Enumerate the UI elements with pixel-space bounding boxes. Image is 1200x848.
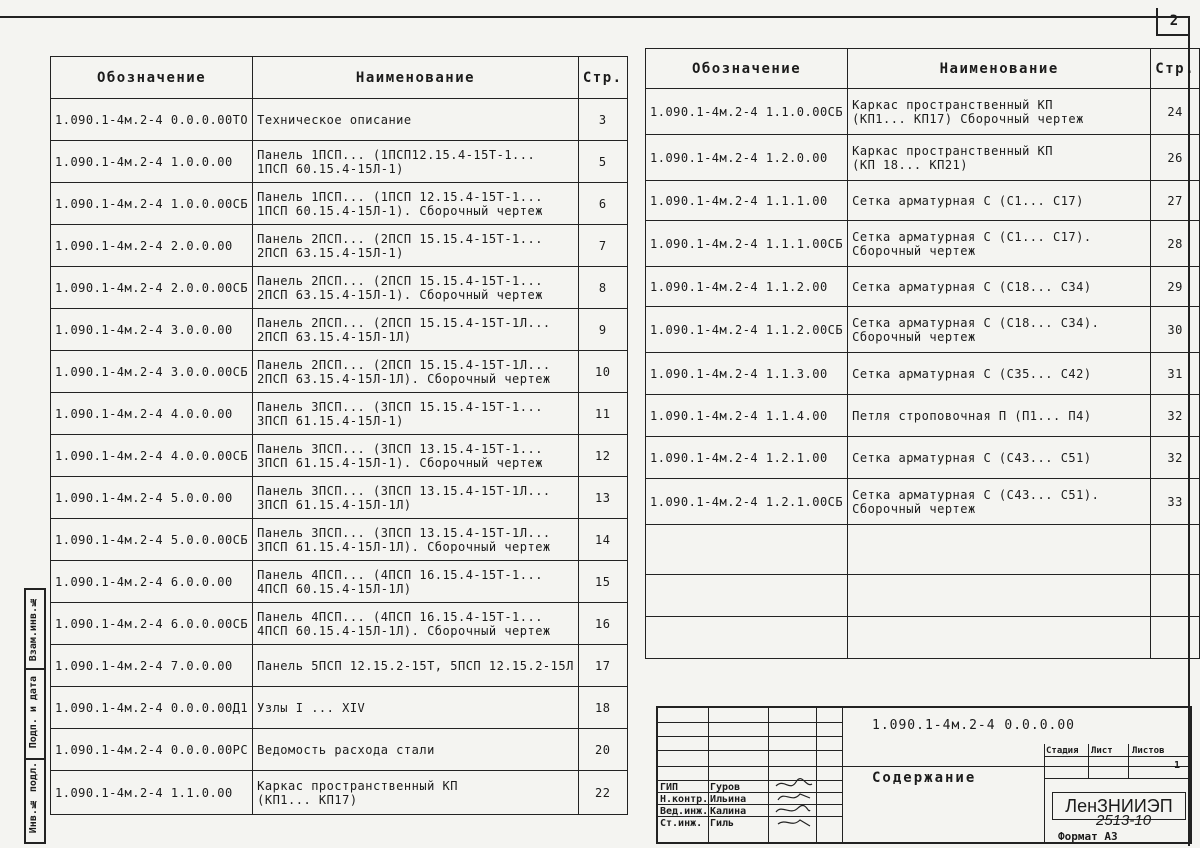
title-cell (848, 437, 1151, 479)
title-cell (848, 617, 1151, 659)
designation-cell: 1.090.1-4м.2-4 3.0.0.00СБ (51, 351, 253, 393)
designation-cell: 1.090.1-4м.2-4 1.1.1.00СБ (646, 221, 848, 267)
sheets-count-label: Листов (1132, 746, 1165, 756)
title-cell (253, 183, 579, 225)
title-line-1: Сетка арматурная С (С1... С17). (852, 229, 1092, 244)
contents-table-right (645, 48, 1200, 659)
table-row (51, 519, 628, 561)
title-line-1: Сетка арматурная С (С1... С17) (852, 193, 1084, 208)
document-title: Содержание (872, 770, 977, 786)
title-cell (848, 267, 1151, 307)
page-number-cell: 22 (578, 771, 627, 815)
title-cell (253, 645, 579, 687)
title-line-1: Панель 2ПСП... (2ПСП 15.15.4-15Т-1Л... (257, 357, 551, 372)
signer-name: Гиль (710, 818, 735, 829)
designation-cell (646, 617, 848, 659)
title-line-1: Каркас пространственный КП (852, 97, 1053, 112)
strip-label-replaced-inventory: Взам.инв.№ (28, 596, 39, 662)
table-row (646, 221, 1200, 267)
title-cell (848, 525, 1151, 575)
designation-cell: 1.090.1-4м.2-4 7.0.0.00 (51, 645, 253, 687)
title-line-1: Панель 2ПСП... (2ПСП 15.15.4-15Т-1... (257, 273, 543, 288)
title-cell (848, 575, 1151, 617)
page-number-cell: 14 (578, 519, 627, 561)
table-row (51, 141, 628, 183)
page-number-cell: 8 (578, 267, 627, 309)
designation-cell: 1.090.1-4м.2-4 4.0.0.00СБ (51, 435, 253, 477)
contents-rows-left (51, 99, 628, 815)
title-cell (253, 393, 579, 435)
designation-cell: 1.090.1-4м.2-4 1.1.4.00 (646, 395, 848, 437)
column-header-page: Стр. (578, 57, 627, 99)
title-line-1: Каркас пространственный КП (852, 143, 1053, 158)
designation-cell: 1.090.1-4м.2-4 0.0.0.00ТО (51, 99, 253, 141)
title-line-2: (КП1... КП17) (257, 792, 358, 807)
page-number-cell: 13 (578, 477, 627, 519)
title-cell (253, 603, 579, 645)
table-row (51, 477, 628, 519)
table-row (646, 575, 1200, 617)
signer-name: Гуров (710, 782, 741, 793)
strip-divider (26, 758, 44, 760)
table-row (646, 267, 1200, 307)
page-number-cell: 10 (578, 351, 627, 393)
page-number-cell: 30 (1151, 307, 1200, 353)
title-line-1: Панель 3ПСП... (3ПСП 13.15.4-15Т-1Л... (257, 483, 551, 498)
title-cell (253, 99, 579, 141)
page-number-cell: 18 (578, 687, 627, 729)
table-row (646, 353, 1200, 395)
designation-cell: 1.090.1-4м.2-4 3.0.0.00 (51, 309, 253, 351)
title-cell (253, 519, 579, 561)
title-cell (253, 561, 579, 603)
table-row (51, 267, 628, 309)
title-line-1: Панель 2ПСП... (2ПСП 15.15.4-15Т-1... (257, 231, 543, 246)
designation-cell: 1.090.1-4м.2-4 1.1.2.00СБ (646, 307, 848, 353)
table-row (51, 309, 628, 351)
designation-cell: 1.090.1-4м.2-4 1.2.0.00 (646, 135, 848, 181)
title-line-1: Сетка арматурная С (С18... С34) (852, 279, 1092, 294)
page-number-cell: 26 (1151, 135, 1200, 181)
title-cell (253, 729, 579, 771)
designation-cell: 1.090.1-4м.2-4 1.0.0.00 (51, 141, 253, 183)
designation-cell: 1.090.1-4м.2-4 1.1.3.00 (646, 353, 848, 395)
title-line-2: 4ПСП 60.15.4-15Л-1Л). Сборочный чертеж (257, 623, 551, 638)
role-label: Н.контр. (660, 794, 709, 805)
table-row (51, 99, 628, 141)
title-line-2: 1ПСП 60.15.4-15Л-1) (257, 161, 404, 176)
page-number-cell: 24 (1151, 89, 1200, 135)
strip-divider (26, 668, 44, 670)
designation-cell: 1.090.1-4м.2-4 1.2.1.00СБ (646, 479, 848, 525)
page-number-cell: 12 (578, 435, 627, 477)
table-row (51, 729, 628, 771)
title-cell (253, 351, 579, 393)
sheet-format: Формат А3 (1058, 830, 1118, 843)
page-number-cell: 33 (1151, 479, 1200, 525)
title-line-2: 3ПСП 61.15.4-15Л-1Л). Сборочный чертеж (257, 539, 551, 554)
title-cell (253, 309, 579, 351)
page-number-cell: 15 (578, 561, 627, 603)
title-line-2: Сборочный чертеж (852, 243, 976, 258)
table-row (51, 435, 628, 477)
title-line-1: Сетка арматурная С (С43... С51) (852, 450, 1092, 465)
table-row (51, 351, 628, 393)
stage-label: Стадия (1046, 746, 1079, 756)
sheet-label: Лист (1091, 746, 1113, 756)
page-number-cell: 5 (578, 141, 627, 183)
title-line-1: Панель 1ПСП... (1ПСП12.15.4-15Т-1... (257, 147, 536, 162)
title-line-1: Панель 1ПСП... (1ПСП 12.15.4-15Т-1... (257, 189, 543, 204)
title-line-2: 2ПСП 63.15.4-15Л-1). Сборочный чертеж (257, 287, 543, 302)
table-row (51, 183, 628, 225)
page-number-cell: 27 (1151, 181, 1200, 221)
table-row (646, 135, 1200, 181)
title-line-2: 4ПСП 60.15.4-15Л-1Л) (257, 581, 412, 596)
sheet-number: 2 (1156, 8, 1190, 36)
title-line-1: Панель 4ПСП... (4ПСП 16.15.4-15Т-1... (257, 609, 543, 624)
page-number-cell: 29 (1151, 267, 1200, 307)
page-number-cell: 7 (578, 225, 627, 267)
title-line-1: Сетка арматурная С (С43... С51). (852, 487, 1100, 502)
page-number-cell: 32 (1151, 395, 1200, 437)
title-line-2: 3ПСП 61.15.4-15Л-1) (257, 413, 404, 428)
title-line-1: Сетка арматурная С (С35... С42) (852, 366, 1092, 381)
table-row (51, 771, 628, 815)
column-header-page: Стр. (1151, 49, 1200, 89)
page-number-cell: 31 (1151, 353, 1200, 395)
title-cell (848, 89, 1151, 135)
table-row (51, 603, 628, 645)
table-row (51, 561, 628, 603)
title-line-1: Петля строповочная П (П1... П4) (852, 408, 1092, 423)
title-line-1: Панель 3ПСП... (3ПСП 13.15.4-15Т-1Л... (257, 525, 551, 540)
table-row (646, 437, 1200, 479)
approval-side-strip (24, 588, 46, 844)
organization-name: ЛенЗНИИЭП (1052, 792, 1186, 820)
title-line-2: 3ПСП 61.15.4-15Л-1). Сборочный чертеж (257, 455, 543, 470)
page-number-cell (1151, 525, 1200, 575)
title-line-1: Узлы I ... XIV (257, 700, 366, 715)
title-line-1: Панель 4ПСП... (4ПСП 16.15.4-15Т-1... (257, 567, 543, 582)
title-cell (253, 477, 579, 519)
title-cell (848, 479, 1151, 525)
table-row (646, 617, 1200, 659)
designation-cell: 1.090.1-4м.2-4 2.0.0.00СБ (51, 267, 253, 309)
role-label: Вед.инж. (660, 806, 709, 817)
table-row (646, 181, 1200, 221)
title-line-1: Панель 3ПСП... (3ПСП 15.15.4-15Т-1... (257, 399, 543, 414)
designation-cell: 1.090.1-4м.2-4 2.0.0.00 (51, 225, 253, 267)
title-cell (253, 687, 579, 729)
title-line-2: 2ПСП 63.15.4-15Л-1Л) (257, 329, 412, 344)
page-number-cell: 20 (578, 729, 627, 771)
strip-label-inventory: Инв.№ подл. (28, 762, 39, 834)
page-number-cell (1151, 617, 1200, 659)
inventory-number: 2513-10 (1096, 812, 1152, 829)
title-cell (848, 181, 1151, 221)
document-code: 1.090.1-4м.2-4 0.0.0.00 (872, 718, 1076, 733)
contents-rows-right (646, 89, 1200, 659)
title-line-2: 1ПСП 60.15.4-15Л-1). Сборочный чертеж (257, 203, 543, 218)
title-line-2: 2ПСП 63.15.4-15Л-1) (257, 245, 404, 260)
title-line-1: Панель 2ПСП... (2ПСП 15.15.4-15Т-1Л... (257, 315, 551, 330)
designation-cell: 1.090.1-4м.2-4 1.1.0.00СБ (646, 89, 848, 135)
page-number-cell: 16 (578, 603, 627, 645)
page-number-cell: 32 (1151, 437, 1200, 479)
contents-table-left (50, 56, 628, 815)
page-number-cell: 11 (578, 393, 627, 435)
role-label: Ст.инж. (660, 818, 703, 829)
title-cell (848, 135, 1151, 181)
table-row (646, 395, 1200, 437)
title-line-2: (КП1... КП17) Сборочный чертеж (852, 111, 1084, 126)
column-header-code: Обозначение (51, 57, 253, 99)
title-cell (253, 771, 579, 815)
page-number-cell: 17 (578, 645, 627, 687)
signer-name: Калина (710, 806, 747, 817)
designation-cell (646, 525, 848, 575)
title-cell (848, 353, 1151, 395)
title-line-1: Техническое описание (257, 112, 412, 127)
designation-cell: 1.090.1-4м.2-4 4.0.0.00 (51, 393, 253, 435)
designation-cell: 1.090.1-4м.2-4 1.0.0.00СБ (51, 183, 253, 225)
title-cell (253, 225, 579, 267)
designation-cell: 1.090.1-4м.2-4 5.0.0.00СБ (51, 519, 253, 561)
handwritten-signatures (770, 778, 816, 842)
designation-cell: 1.090.1-4м.2-4 1.1.1.00 (646, 181, 848, 221)
title-cell (848, 307, 1151, 353)
signer-name: Ильина (710, 794, 747, 805)
title-line-1: Каркас пространственный КП (257, 778, 458, 793)
frame-top-border (0, 16, 1190, 18)
page-number-cell: 3 (578, 99, 627, 141)
column-header-name: Наименование (848, 49, 1151, 89)
title-line-2: Сборочный чертеж (852, 329, 976, 344)
title-cell (253, 435, 579, 477)
designation-cell (646, 575, 848, 617)
page-number-cell: 6 (578, 183, 627, 225)
column-header-name: Наименование (253, 57, 579, 99)
designation-cell: 1.090.1-4м.2-4 1.1.2.00 (646, 267, 848, 307)
role-label: ГИП (660, 782, 679, 793)
designation-cell: 1.090.1-4м.2-4 0.0.0.00РС (51, 729, 253, 771)
designation-cell: 1.090.1-4м.2-4 1.1.0.00 (51, 771, 253, 815)
title-line-1: Ведомость расхода стали (257, 742, 435, 757)
designation-cell: 1.090.1-4м.2-4 1.2.1.00 (646, 437, 848, 479)
table-row (51, 645, 628, 687)
title-cell (253, 267, 579, 309)
strip-label-signature-date: Подп. и дата (28, 676, 39, 749)
title-cell (848, 221, 1151, 267)
table-row (646, 479, 1200, 525)
designation-cell: 1.090.1-4м.2-4 5.0.0.00 (51, 477, 253, 519)
table-row (646, 89, 1200, 135)
table-row (51, 393, 628, 435)
designation-cell: 1.090.1-4м.2-4 6.0.0.00СБ (51, 603, 253, 645)
title-line-1: Панель 3ПСП... (3ПСП 13.15.4-15Т-1... (257, 441, 543, 456)
page-number-cell: 9 (578, 309, 627, 351)
page-number-cell (1151, 575, 1200, 617)
title-line-1: Сетка арматурная С (С18... С34). (852, 315, 1100, 330)
designation-cell: 1.090.1-4м.2-4 0.0.0.00Д1 (51, 687, 253, 729)
title-line-2: (КП 18... КП21) (852, 157, 968, 172)
title-line-2: 3ПСП 61.15.4-15Л-1Л) (257, 497, 412, 512)
table-row (51, 687, 628, 729)
title-line-1: Панель 5ПСП 12.15.2-15Т, 5ПСП 12.15.2-15Л (257, 658, 574, 673)
table-row (51, 225, 628, 267)
title-line-2: 2ПСП 63.15.4-15Л-1Л). Сборочный чертеж (257, 371, 551, 386)
table-row (646, 525, 1200, 575)
title-cell (253, 141, 579, 183)
table-row (646, 307, 1200, 353)
column-header-code: Обозначение (646, 49, 848, 89)
page-number-cell: 28 (1151, 221, 1200, 267)
designation-cell: 1.090.1-4м.2-4 6.0.0.00 (51, 561, 253, 603)
title-cell (848, 395, 1151, 437)
sheet-value: 1 (1174, 760, 1181, 771)
title-line-2: Сборочный чертеж (852, 501, 976, 516)
